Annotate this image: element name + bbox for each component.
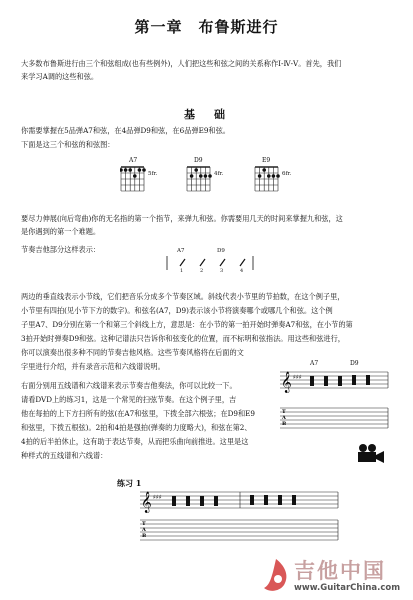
fret-label-e9: 6fr. bbox=[282, 171, 292, 177]
rhythm-chord-a7: A7 bbox=[177, 248, 185, 254]
exercise-label: 练习 1 bbox=[117, 478, 142, 488]
exercise-tab-letter-a: A bbox=[142, 527, 146, 533]
body-line-3: 子里A7、D9分别在第一个和第三个斜线上方，意思是：在小节的第一拍开始时弹奏A7和弦，在小节的第 bbox=[21, 320, 353, 329]
svg-text:♯♯♯: ♯♯♯ bbox=[153, 494, 162, 501]
beat-number: 3 bbox=[220, 268, 224, 274]
exercise-tab-letter-t: T bbox=[142, 521, 146, 527]
staff-chord-a7: A7 bbox=[310, 360, 319, 367]
body-line-11: 4拍的后半拍休止，这有助于表达节奏，从而把乐曲向前推进。这里是这 bbox=[21, 437, 249, 446]
chapter-title: 第一章 布鲁斯进行 bbox=[134, 18, 279, 36]
section-title: 基 础 bbox=[184, 108, 229, 121]
rhythm-chord-d9: D9 bbox=[217, 248, 225, 254]
guitarchina-watermark bbox=[258, 555, 408, 597]
body-line-7: 右面分别用五线谱和六线谱来表示节奏吉他奏法，你可以比较一下。 bbox=[21, 381, 237, 390]
exercise-1-notation bbox=[140, 488, 340, 548]
fret-label-a7: 5fr. bbox=[148, 171, 158, 177]
fret-label-d9: 4fr. bbox=[214, 171, 224, 177]
intro-line-2: 来学习A调的这些和弦。 bbox=[21, 72, 99, 81]
intro-line-1: 大多数布鲁斯进行由三个和弦组成(也有些例外)，人们把这些和弦之间的关系称作Ⅰ-Ⅳ-Ⅴ。首先，我们 bbox=[21, 59, 342, 68]
basics-line-1: 你需要掌握在5品弹A7和弦，在4品弹D9和弦，在6品弹E9和弦。 bbox=[21, 126, 230, 135]
staff-chord-d9: D9 bbox=[350, 360, 359, 367]
guitar-logo-icon bbox=[258, 555, 294, 595]
rhythm-intro: 节奏吉他部分这样表示： bbox=[21, 245, 101, 254]
exercise-tab-letter-b: B bbox=[142, 533, 147, 539]
svg-text:𝄞: 𝄞 bbox=[281, 372, 292, 393]
chord-diagrams bbox=[120, 157, 300, 203]
body-line-9: 他在每拍的上下方扫所有的弦(在A7和弦里，下拨全部六根弦；在D9和E9 bbox=[21, 409, 255, 418]
basics-line-2: 下面是这三个和弦的和弦图： bbox=[21, 140, 115, 149]
body-line-6: 字里进行介绍，并有录音示范和六线谱说明。 bbox=[21, 362, 165, 371]
beat-number: 1 bbox=[180, 268, 184, 274]
tab-letter-t: T bbox=[282, 409, 286, 415]
tab-letter-b: B bbox=[282, 421, 287, 427]
watermark-cn: 吉他中国 bbox=[294, 559, 386, 583]
body-line-8: 请看DVD上的练习1，这是一个常见的扫弦节奏。在这个例子里，吉 bbox=[21, 395, 237, 404]
body-line-1: 两边的垂直线表示小节线，它们把音乐分成多个节奏区域。斜线代表小节里的节拍数，在这个例子里， bbox=[21, 292, 345, 301]
fingering-line-1: 要尽力伸展(向后弯曲)你的无名指的第一个指节，来弹九和弦。你需要用几天的时间来掌握九和弦，这 bbox=[21, 214, 343, 223]
fingering-line-2: 是你遇到的第一个难题。 bbox=[21, 227, 101, 236]
video-camera-icon bbox=[355, 443, 385, 465]
body-line-2: 小节里有四拍(见小节下方的数字)。和弦名(A7，D9)表示该小节将演奏哪个或哪几个和弦。这个例 bbox=[21, 306, 333, 315]
beat-number: 4 bbox=[240, 268, 244, 274]
chord-name-e9: E9 bbox=[262, 157, 271, 164]
tab-letter-a: A bbox=[282, 415, 286, 421]
watermark-url: www.GuitarChina.com bbox=[294, 583, 401, 593]
rhythm-slash-example bbox=[165, 250, 255, 274]
body-line-4: 3拍开始时弹奏D9和弦。这种记谱法只告诉你和弦变化的位置，而不标明和弦指法。用这些和弦进行， bbox=[21, 334, 345, 343]
chord-name-d9: D9 bbox=[194, 157, 203, 164]
body-line-5: 你可以演奏出很多种不同的节奏吉他风格。这些节奏风格将在后面的文 bbox=[21, 348, 244, 357]
chord-diagram-e9 bbox=[254, 165, 280, 195]
chord-diagram-a7 bbox=[120, 165, 146, 195]
chord-name-a7: A7 bbox=[129, 157, 138, 164]
beat-number: 2 bbox=[200, 268, 204, 274]
chord-diagram-d9 bbox=[186, 165, 212, 195]
svg-text:♯♯♯: ♯♯♯ bbox=[293, 374, 302, 381]
notation-example bbox=[280, 360, 390, 445]
svg-text:𝄞: 𝄞 bbox=[141, 492, 152, 513]
body-line-12: 种样式的五线谱和六线谱： bbox=[21, 451, 108, 460]
body-line-10: 和弦里，下拨五根弦)。2拍和4拍是强拍(弹奏的力度略大)，和弦在第2、 bbox=[21, 423, 252, 432]
